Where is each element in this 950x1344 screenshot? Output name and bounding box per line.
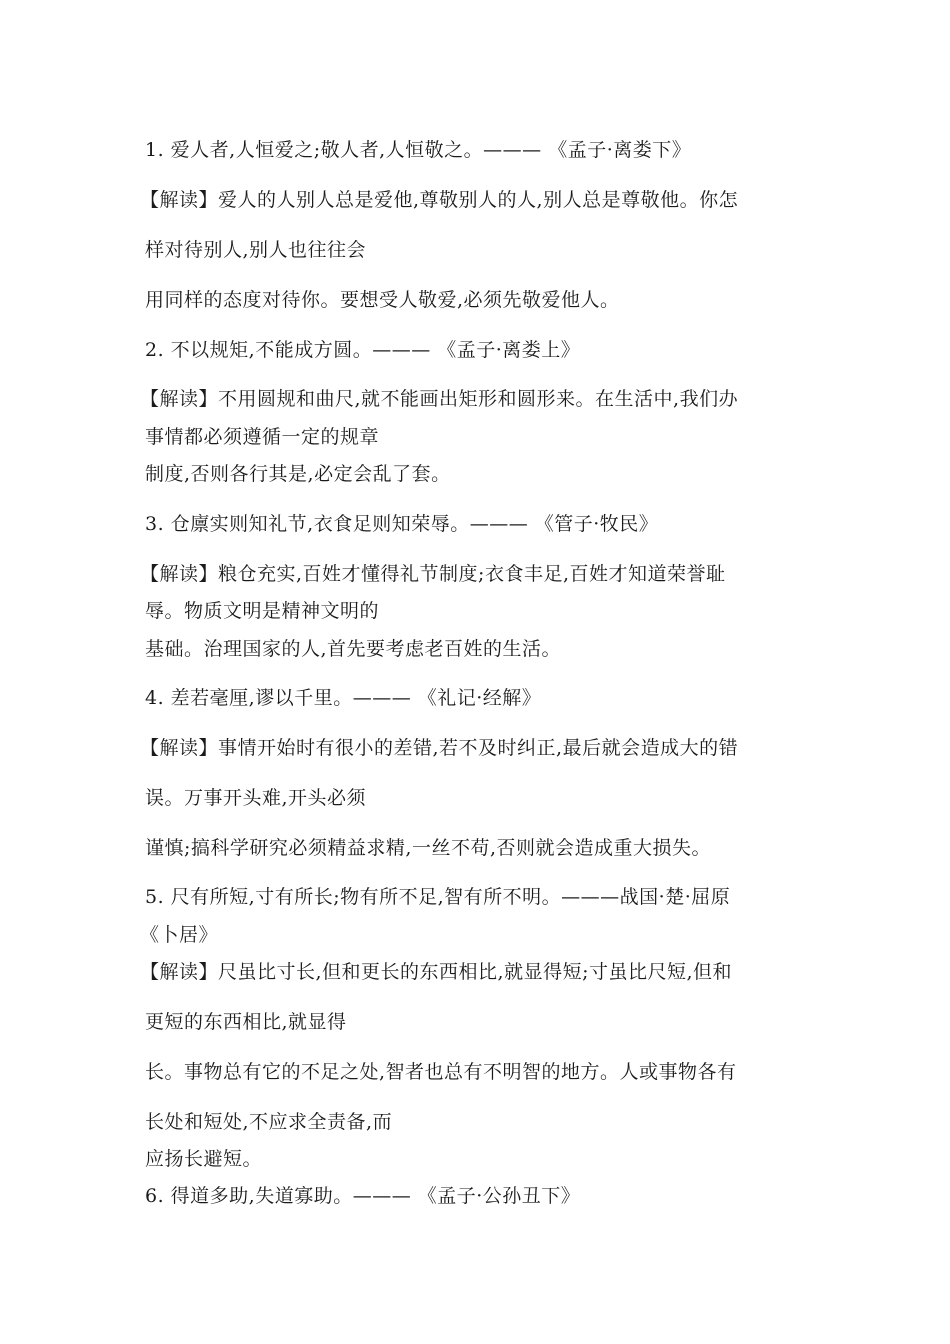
- quote-4-interpretation-line-2: 误。万事开头难,开头必须: [145, 787, 367, 809]
- quote-3-interpretation-line-2: 辱。物质文明是精神文明的: [145, 600, 380, 622]
- quote-3-interpretation-line-1: 【解读】粮仓充实,百姓才懂得礼节制度;衣食丰足,百姓才知道荣誉耻: [140, 563, 726, 585]
- quote-5-interpretation-line-4: 长处和短处,不应求全责备,而: [145, 1111, 393, 1133]
- quote-5-interpretation-line-2: 更短的东西相比,就显得: [145, 1011, 347, 1033]
- quote-1-heading: 1. 爱人者,人恒爱之;敬人者,人恒敬之。——— 《孟子·离娄下》: [145, 139, 692, 161]
- quote-4-interpretation-line-3: 谨慎;搞科学研究必须精益求精,一丝不苟,否则就会造成重大损失。: [145, 837, 711, 859]
- quote-5-heading: 5. 尺有所短,寸有所长;物有所不足,智有所不明。———战国·楚·屈原: [145, 886, 731, 908]
- quote-3-heading: 3. 仓廪实则知礼节,衣食足则知荣辱。——— 《管子·牧民》: [145, 513, 659, 535]
- quote-5-interpretation-line-5: 应扬长避短。: [145, 1148, 263, 1170]
- quote-5-source: 《卜居》: [140, 924, 219, 946]
- quote-2-interpretation-line-3: 制度,否则各行其是,必定会乱了套。: [145, 463, 451, 485]
- quote-4-heading: 4. 差若毫厘,谬以千里。——— 《礼记·经解》: [145, 687, 542, 709]
- quote-3-interpretation-line-3: 基础。治理国家的人,首先要考虑老百姓的生活。: [145, 638, 562, 660]
- quote-2-interpretation-line-1: 【解读】不用圆规和曲尺,就不能画出矩形和圆形来。在生活中,我们办: [140, 388, 739, 410]
- quote-6-heading: 6. 得道多助,失道寡助。——— 《孟子·公孙丑下》: [145, 1185, 581, 1207]
- quote-2-heading: 2. 不以规矩,不能成方圆。——— 《孟子·离娄上》: [145, 339, 581, 361]
- quote-5-interpretation-line-1: 【解读】尺虽比寸长,但和更长的东西相比,就显得短;寸虽比尺短,但和: [140, 961, 733, 983]
- quote-1-interpretation-line-1: 【解读】爱人的人别人总是爱他,尊敬别人的人,别人总是尊敬他。你怎: [140, 189, 739, 211]
- quote-5-interpretation-line-3: 长。事物总有它的不足之处,智者也总有不明智的地方。人或事物各有: [145, 1061, 737, 1083]
- quote-1-interpretation-line-3: 用同样的态度对待你。要想受人敬爱,必须先敬爱他人。: [145, 289, 620, 311]
- quote-2-interpretation-line-2: 事情都必须遵循一定的规章: [145, 426, 380, 448]
- quote-1-interpretation-line-2: 样对待别人,别人也往往会: [145, 239, 367, 261]
- quote-4-interpretation-line-1: 【解读】事情开始时有很小的差错,若不及时纠正,最后就会造成大的错: [140, 737, 739, 759]
